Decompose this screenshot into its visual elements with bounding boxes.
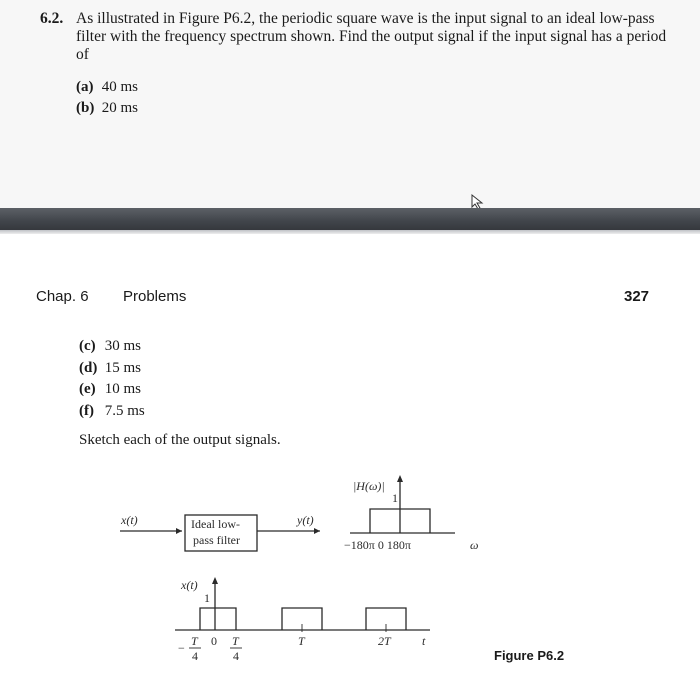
list-item: (b) 20 ms	[76, 100, 139, 116]
filter-label-line1: Ideal low-	[191, 517, 240, 531]
neg-frac-den: 4	[192, 649, 198, 663]
waveform-y-arrowhead	[212, 577, 218, 584]
spectrum-xlabel: ω	[470, 538, 479, 552]
waveform-height-label: 1	[204, 591, 210, 605]
waveform-xlabel: t	[422, 634, 426, 648]
input-label: x(t)	[121, 513, 138, 527]
neg-frac-num: T	[191, 634, 198, 648]
section-label: Problems	[123, 288, 187, 305]
problem-number: 6.2.	[40, 10, 64, 27]
problem-text: As illustrated in Figure P6.2, the periodic square wave is the input signal to an ideal low-pass filter with the frequency spectrum shown. Find the output signal if the input signal has a period of	[76, 10, 667, 63]
output-arrowhead	[314, 528, 320, 534]
list-item: (a) 40 ms	[76, 79, 139, 95]
chapter-label: Chap. 6	[36, 288, 89, 305]
filter-label-line2: pass filter	[193, 533, 240, 547]
list-item: (d) 15 ms	[79, 359, 142, 376]
list-item: (f) 7.5 ms	[79, 402, 145, 419]
spectrum-height-label: 1	[392, 491, 398, 505]
pos-frac-num: T	[232, 634, 239, 648]
list-item: (e) 10 ms	[79, 381, 142, 397]
zero-label: 0	[211, 634, 217, 648]
spectrum-y-arrowhead	[397, 475, 403, 482]
input-arrowhead	[176, 528, 182, 534]
list-item: (c) 30 ms	[79, 338, 142, 354]
pulse-0	[200, 608, 236, 630]
spectrum-ticks: −180π 0 180π	[344, 538, 411, 552]
output-label: y(t)	[297, 513, 314, 527]
instruction-text: Sketch each of the output signals.	[79, 432, 281, 448]
pos-frac-den: 4	[233, 649, 239, 663]
t-label: T	[298, 634, 305, 648]
2t-label: 2T	[378, 634, 391, 648]
neg-sign: −	[178, 641, 185, 655]
figure-caption: Figure P6.2	[494, 648, 565, 663]
spectrum-ylabel: |H(ω)|	[353, 479, 385, 493]
waveform-ylabel: x(t)	[181, 578, 198, 592]
page-number: 327	[624, 288, 650, 305]
